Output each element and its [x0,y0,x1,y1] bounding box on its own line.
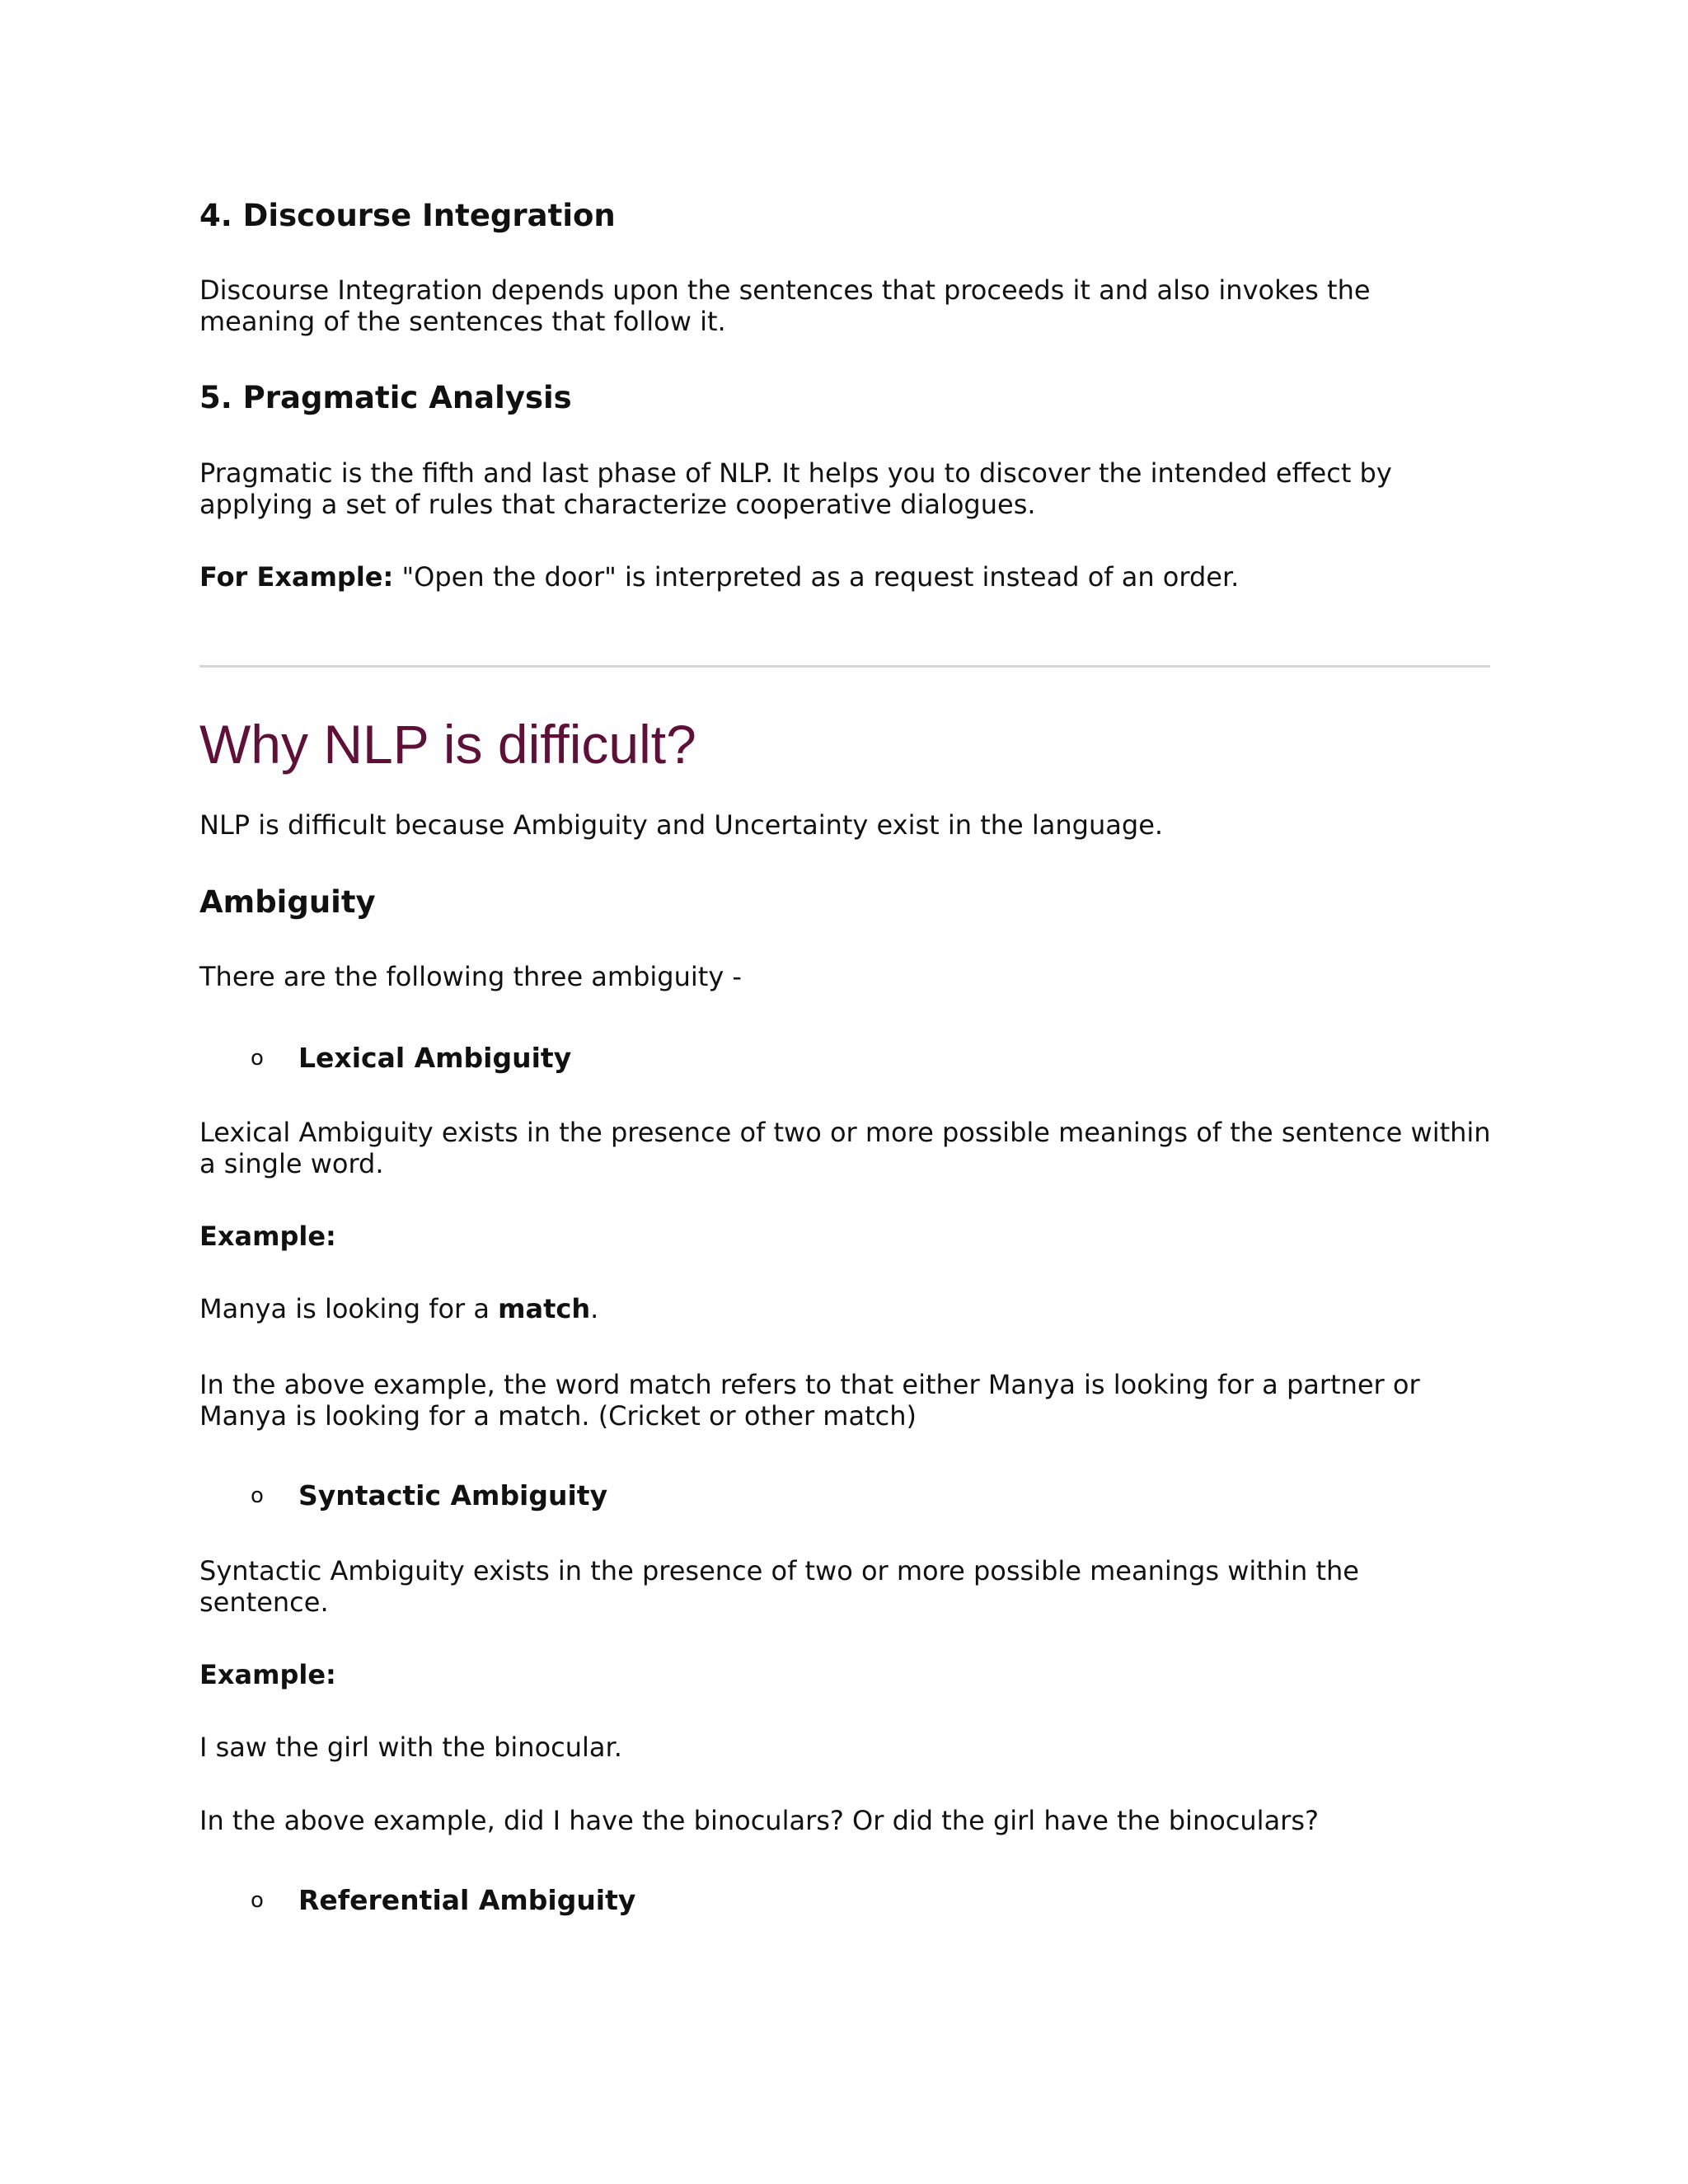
example-text: "Open the door" is interpreted as a request instead of an order. [393,561,1240,593]
lexical-example-label [199,1221,1493,1252]
lexical-example-post: . [590,1293,599,1324]
section-4-title: 4. Discourse Integration [199,198,616,233]
section-5-title: 5. Pragmatic Analysis [199,380,572,415]
lexical-body: Lexical Ambiguity exists in the presence of two or more possible meanings of the sentence within a single word. [199,1117,1491,1179]
lexical-example-bold: match [498,1293,591,1324]
lexical-explanation: In the above example, the word match refers to that either Manya is looking for a partner or Manya is looking for a match. (Cricket or other match) [199,1369,1420,1432]
why-nlp-intro: NLP is difficult because Ambiguity and Uncertainty exist in the language. [199,809,1164,841]
lexical-example [199,1293,1493,1324]
lexical-ambiguity-label: Lexical Ambiguity [298,1042,572,1074]
section-5-body: Pragmatic is the fifth and last phase of NLP. It helps you to discover the intended effect by applying a set of rules that characterize cooperative dialogues. [199,457,1392,520]
syntactic-body: Syntactic Ambiguity exists in the presence of two or more possible meanings within the sentence. [199,1555,1359,1618]
list-item-lexical [251,1042,571,1074]
bullet-circle-icon: o [251,1483,264,1508]
why-nlp-heading: Why NLP is difficult? [199,714,696,775]
section-5-example [199,561,1493,593]
syntactic-explanation: In the above example, did I have the binoculars? Or did the girl have the binoculars? [199,1805,1319,1836]
ambiguity-title: Ambiguity [199,884,376,920]
list-item-syntactic [251,1479,607,1511]
syntactic-example: I saw the girl with the binocular. [199,1732,622,1763]
lexical-example-pre: Manya is looking for a [199,1293,499,1324]
list-item-referential [251,1884,635,1916]
bullet-circle-icon: o [251,1887,264,1913]
lexical-example-label-text: Example: [199,1221,336,1252]
ambiguity-intro: There are the following three ambiguity - [199,961,742,992]
section-4-body: Discourse Integration depends upon the sentences that proceeds it and also invokes the meaning of the sentences that follow it. [199,274,1371,337]
referential-ambiguity-label: Referential Ambiguity [298,1884,636,1916]
bullet-circle-icon: o [251,1045,264,1071]
syntactic-example-label-text: Example: [199,1659,336,1690]
horizontal-divider [199,665,1490,668]
syntactic-example-label [199,1659,1493,1690]
syntactic-ambiguity-label: Syntactic Ambiguity [298,1479,608,1511]
example-label: For Example: [199,561,394,593]
